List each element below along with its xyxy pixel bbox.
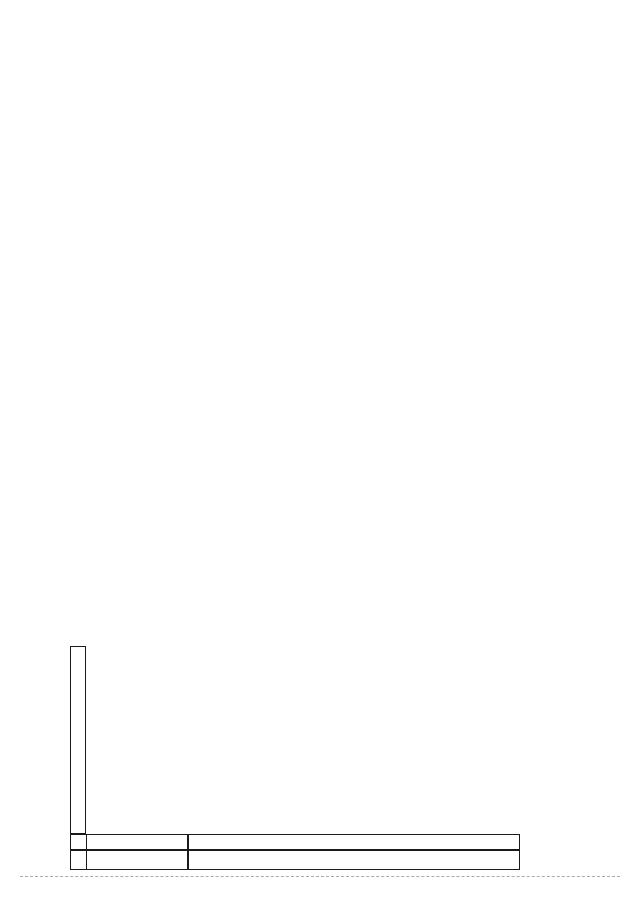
period-3k bbox=[188, 834, 520, 850]
bottom-rule bbox=[20, 876, 620, 878]
header-col3 bbox=[70, 646, 86, 834]
rotated-table bbox=[70, 46, 520, 870]
page-number bbox=[45, 437, 67, 457]
category-3k bbox=[188, 850, 520, 870]
